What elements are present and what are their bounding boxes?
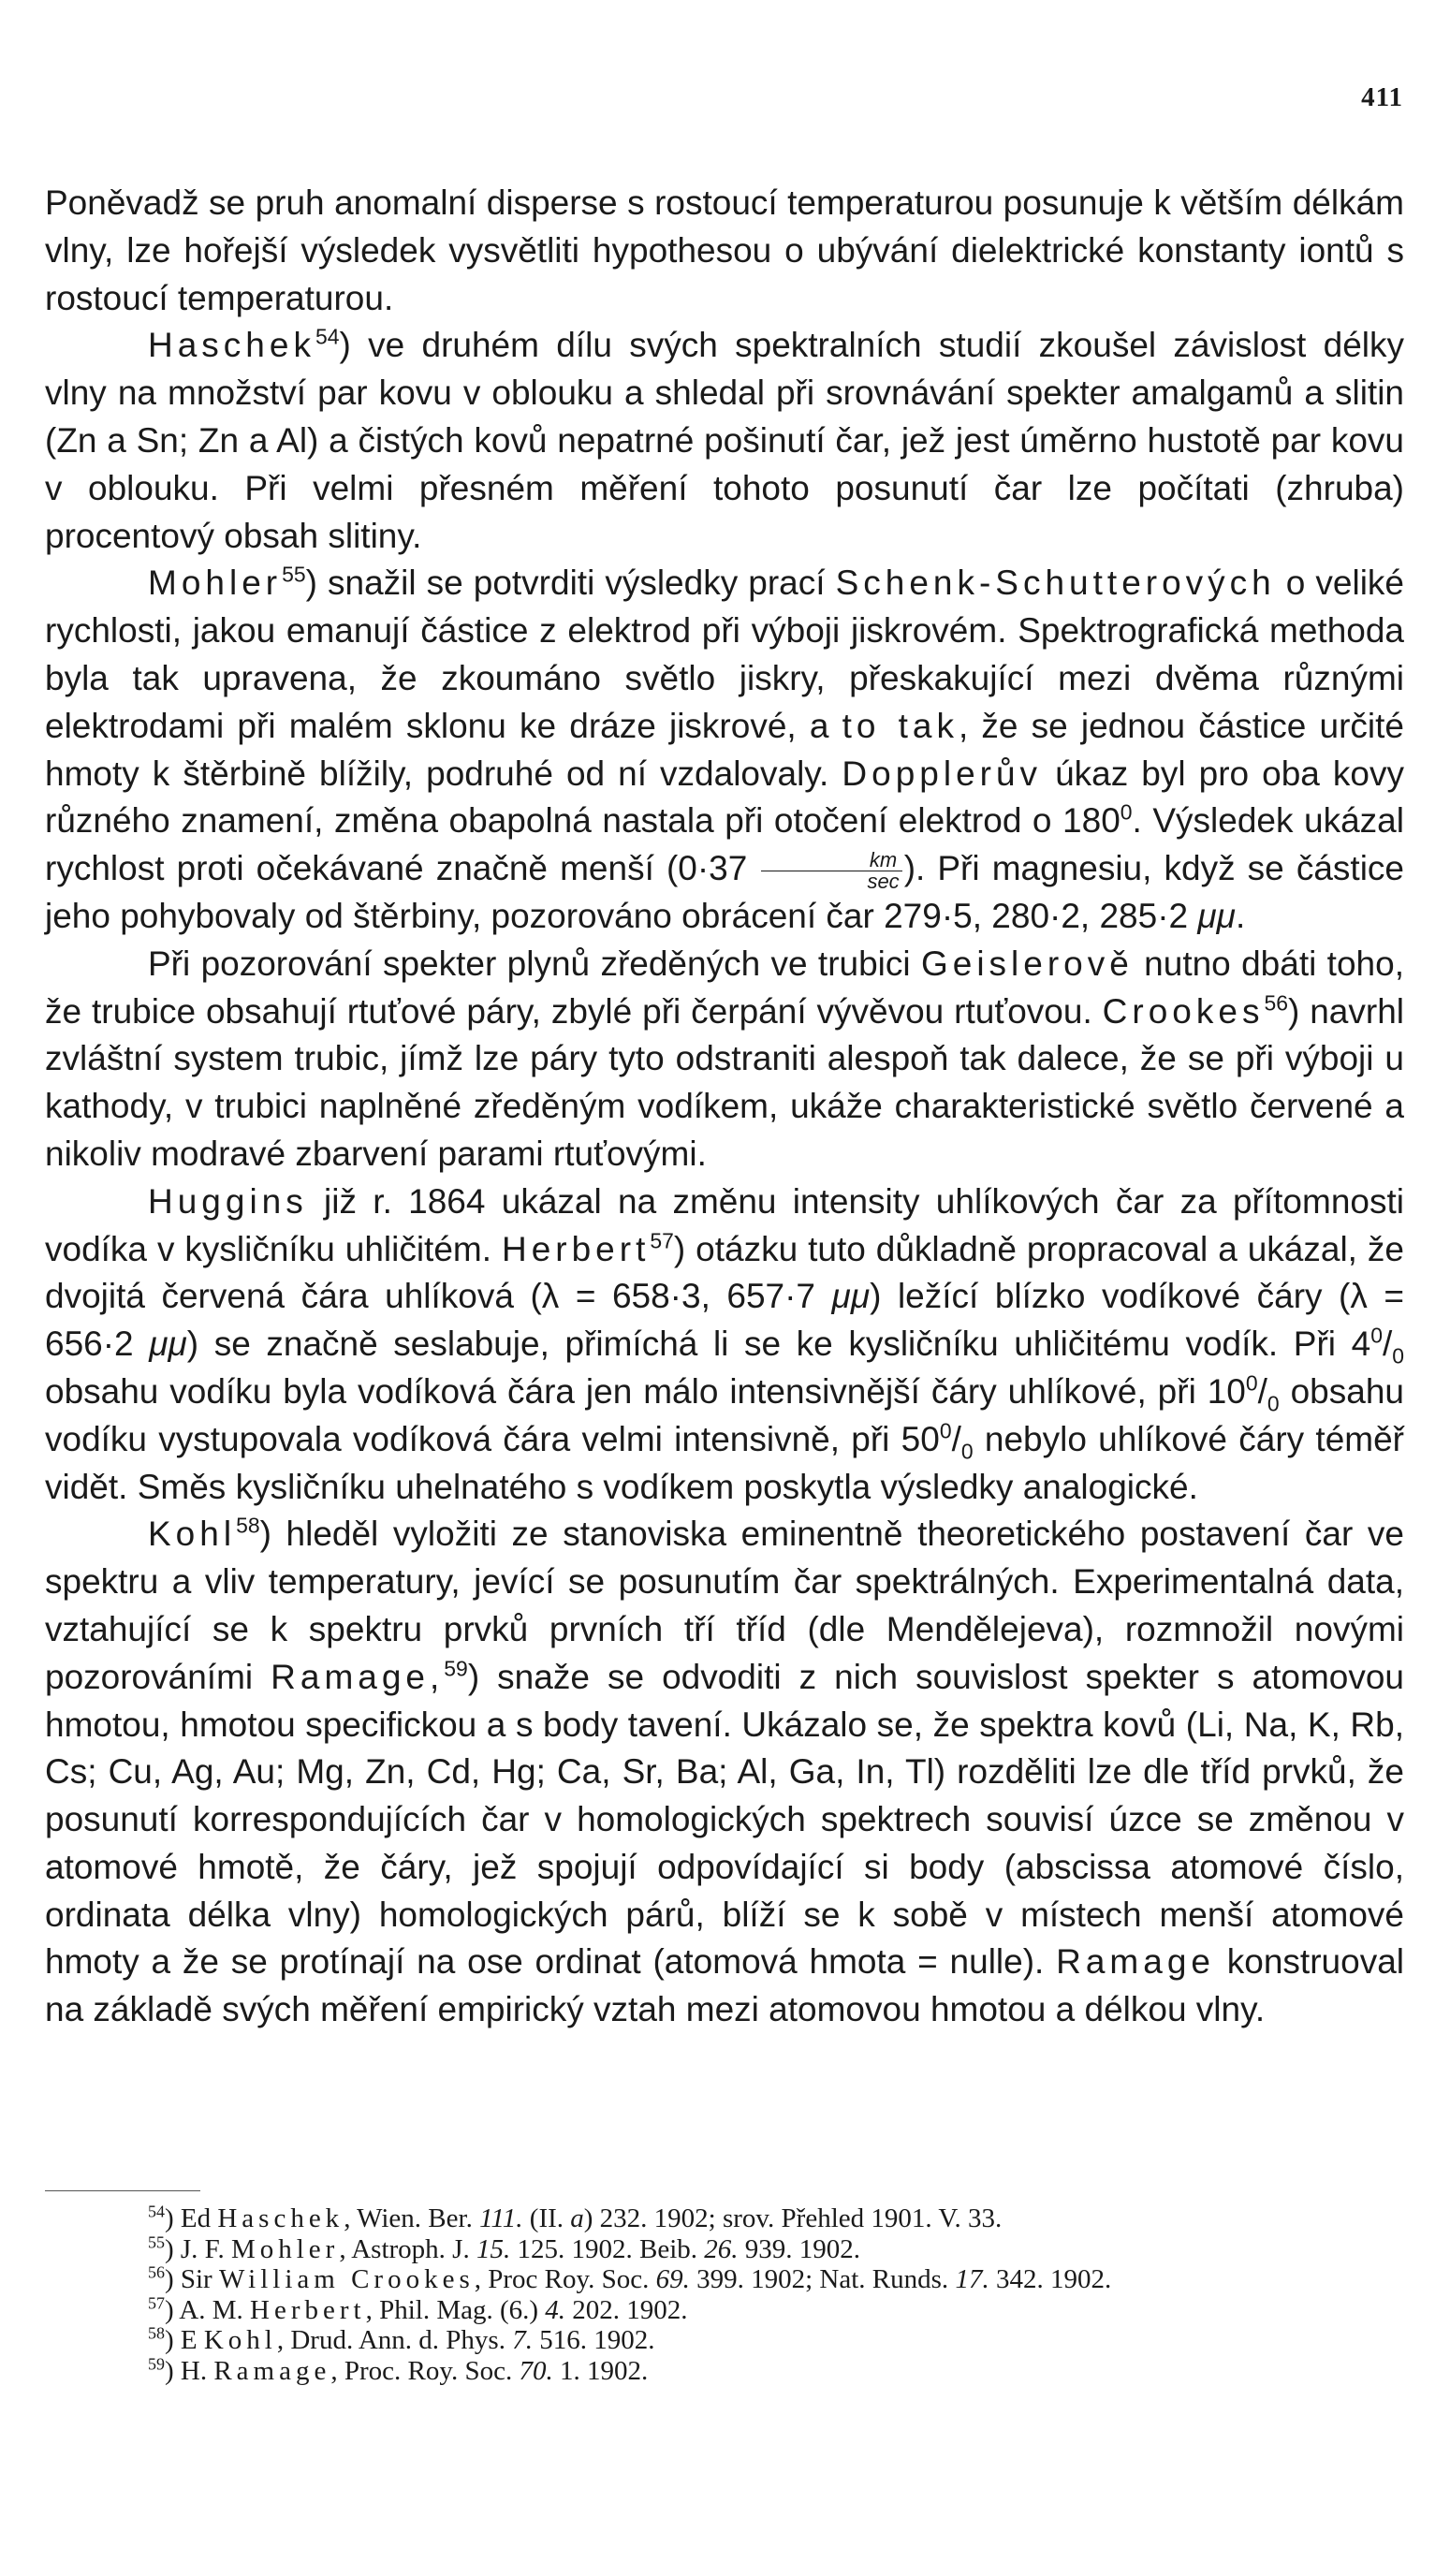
paragraph-6-text-3: konstruoval na základě svých měření empirický vztah mezi atomovou hmotou a délkou vlny. xyxy=(45,1942,1404,2029)
footnote-58 xyxy=(45,2325,1404,2356)
footnote-post: 516. 1902. xyxy=(532,2325,655,2355)
footnote-end: 939. 1902. xyxy=(738,2233,861,2264)
footnote-57 xyxy=(45,2292,1404,2326)
footnote-author: Haschek xyxy=(217,2203,344,2233)
footnote-pre: ) J. F. xyxy=(164,2233,231,2264)
paragraph-5-text-3: ) ležící blízko vodíkové čáry (λ = 656·2 xyxy=(45,1277,1404,1364)
footnote-number: 55 xyxy=(148,2232,165,2251)
footnote-ref-58: 58 xyxy=(236,1513,260,1538)
unit-numerator: km xyxy=(761,850,901,871)
percent-slash-3: / xyxy=(951,1419,961,1458)
unit-fraction xyxy=(761,847,901,893)
footnote-section: a xyxy=(570,2203,584,2233)
footnote-end: ) 232. 1902; srov. Přehled 1901. V. 33. xyxy=(583,2203,1003,2233)
percent-sup-1: 0 xyxy=(1370,1323,1383,1348)
paragraph-5-text-2: ) otázku tuto důkladně propracoval a ukázal, že dvojitá červená čára uhlíková (λ = 658·3, 657·7 xyxy=(45,1229,1404,1316)
paragraph-4-text-1: Při pozorování spekter plynů zředěných ve trubici xyxy=(148,944,921,983)
paragraph-3-text-5: . Výsledek ukázal rychlost proti očekávané značně menší (0·37 xyxy=(45,801,1404,888)
footnote-mid: , Proc. Roy. Soc. xyxy=(330,2355,520,2386)
footnote-end: 342. 1902. xyxy=(989,2264,1112,2294)
footnote-author: William Crookes xyxy=(218,2264,475,2294)
paragraph-6-text-1: ) hleděl vyložiti ze stanoviska eminentně theoretického postavení čar ve spektru a vliv temperatury, jevící se posunutím čar spektrálných. Experimentalná data, vztahující se k spektru prvků prvních tří tříd (dle Mendělejeva), rozmnožil novými pozorováními xyxy=(45,1515,1404,1696)
paragraph-2-text: ) ve druhém dílu svých spektralních studií zkoušel závislost délky vlny na množství par kovu v oblouku a shledal při srovnávání spekter amalgamů a slitin (Zn a Sn; Zn a Al) a čistých kovů nepatrné pošinutí čar, jež jest úměrno hustotě par kovu v oblouku. Při velmi přesném měření tohoto posunutí čar lze počítati (zhruba) procentový obsah slitiny. xyxy=(45,326,1404,555)
author-schenk-schutter: Schenk-Schutterových xyxy=(835,564,1276,603)
footnote-author: Herbert xyxy=(250,2294,366,2325)
paragraph-1: Poněvadž se pruh anomalní disperse s rostoucí temperaturou posunuje k větším délkám vlny, lze hořejší výsledek vysvětliti hypothesou o ubývání dielektrické konstanty iontů s rostoucí temperaturou. xyxy=(45,183,1404,317)
footnote-section: 26. xyxy=(704,2233,739,2264)
paragraph-3-text-7: . xyxy=(1235,896,1246,935)
author-herbert: Herbert xyxy=(501,1229,651,1268)
paragraph-3-text-3: , že se jednou částice určité hmoty k štěrbině blížily, podruhé od ní vzdalovaly. xyxy=(45,706,1404,793)
author-doppler: Dopplerův xyxy=(842,754,1043,793)
unit-denominator: sec xyxy=(867,869,900,893)
footnote-number: 57 xyxy=(148,2292,165,2312)
footnote-ref-57: 57 xyxy=(650,1228,674,1253)
footnote-section: 17. xyxy=(955,2264,989,2294)
body-text xyxy=(45,180,1404,2034)
paragraph-3 xyxy=(45,560,1404,940)
footnote-volume: 7. xyxy=(512,2325,533,2355)
paragraph-5-text-6: obsahu vodíku vystupovala vodíková čára velmi intensivně, při 50 xyxy=(45,1371,1404,1458)
footnote-mid: , Astroph. J. xyxy=(339,2233,476,2264)
emphasis-to-tak: to tak xyxy=(842,706,959,745)
footnote-56 xyxy=(45,2264,1404,2295)
author-geisler: Geislerově xyxy=(920,944,1134,983)
footnote-mid: , Drud. Ann. d. Phys. xyxy=(276,2325,513,2355)
percent-sub-1: 0 xyxy=(1392,1343,1404,1368)
paragraph-3-text-4: úkaz byl pro oba kovy různého znamení, změna obapolná nastala při otočení elektrod o 180 xyxy=(45,754,1405,841)
footnote-mid: , Phil. Mag. (6.) xyxy=(365,2294,546,2325)
paragraph-5-text-7: nebylo uhlíkové čáry téměř vidět. Směs kysličníku uhelnatého s vodíkem poskytla výsledky analogické. xyxy=(45,1419,1404,1506)
footnote-54 xyxy=(45,2203,1404,2234)
footnote-post: 125. 1902. Beib. xyxy=(510,2233,705,2264)
footnote-pre: ) Ed xyxy=(164,2203,218,2233)
paragraph-3-text-2: o veliké rychlosti, jakou emanují částice z elektrod při výboji jiskrovém. Spektrografická methoda byla tak upravena, že zkoumáno světlo jiskry, přeskakující mezi dvěma různými elektrodami při malém sklonu ke dráze jiskrové, a xyxy=(45,564,1405,745)
unit-mu-mu-2: μμ xyxy=(149,1325,187,1364)
unit-mu-mu: μμ xyxy=(1197,896,1236,935)
footnote-volume: 4. xyxy=(545,2294,566,2325)
footnotes xyxy=(45,2203,1404,2386)
author-ramage: Ramage, xyxy=(271,1657,445,1696)
page-number: 411 xyxy=(1361,82,1403,112)
percent-sup-3: 0 xyxy=(939,1418,952,1443)
footnote-ref-59: 59 xyxy=(444,1656,468,1681)
paragraph-6 xyxy=(45,1511,1404,2034)
paragraph-2 xyxy=(45,322,1404,560)
footnote-number: 58 xyxy=(148,2323,165,2343)
footnote-author: Mohler xyxy=(230,2233,340,2264)
footnote-ref-54: 54 xyxy=(315,325,340,350)
footnote-post: (II. xyxy=(522,2203,571,2233)
author-haschek: Haschek xyxy=(148,326,315,365)
footnote-59 xyxy=(45,2353,1404,2387)
percent-slash-2: / xyxy=(1257,1371,1267,1411)
footnote-pre: ) H. xyxy=(164,2355,214,2386)
paragraph-3-text-6: ). Při magnesiu, když se částice jeho pohybovaly od štěrbiny, pozorováno obrácení čar 279·5, 280·2, 285·2 xyxy=(45,849,1404,935)
author-ramage-2: Ramage xyxy=(1056,1942,1215,1982)
paragraph-6-text-2: ) snaže se odvoditi z nich souvislost spekter s atomovou hmotou, hmotou specifickou a s body tavení. Ukázalo se, že spektra kovů (Li, Na, K, Rb, Cs; Cu, Ag, Au; Mg, Zn, Cd, Hg; Ca, Sr, Ba; Al, Ga, In, Tl) rozděliti lze dle tříd prvků, že posunutí korrespondujících čar v homologických spektrech souvisí úzce se změnou v atomové hmotě, že čáry, jež spojují odpovídající si body (abscissa atomové číslo, ordinata délka vlny) homologických párů, blíží se k sobě v místech menší atomové hmoty a že se protínají na ose ordinat (atomová hmota = nulle). xyxy=(45,1657,1404,1982)
footnote-pre: ) A. M. xyxy=(164,2294,251,2325)
author-crookes: Crookes xyxy=(1102,991,1265,1031)
footnote-number: 59 xyxy=(148,2353,165,2373)
footnote-volume: 15. xyxy=(476,2233,511,2264)
paragraph-4 xyxy=(45,941,1404,1178)
footnote-volume: 69. xyxy=(655,2264,690,2294)
footnote-post: 202. 1902. xyxy=(565,2294,688,2325)
footnote-55 xyxy=(45,2234,1404,2265)
percent-sub-2: 0 xyxy=(1267,1391,1280,1416)
paragraph-5 xyxy=(45,1178,1404,1512)
footnote-author: Ramage xyxy=(213,2355,331,2386)
author-huggins: Huggins xyxy=(148,1181,308,1221)
paragraph-5-text-1: již r. 1864 ukázal na změnu intensity uhlíkových čar za přítomnosti vodíka v kysličníku uhličitém. xyxy=(45,1181,1404,1268)
unit-mu-mu-1: μμ xyxy=(831,1277,871,1316)
footnote-pre: ) E xyxy=(164,2325,204,2355)
footnote-volume: 70. xyxy=(519,2355,553,2386)
author-mohler: Mohler xyxy=(148,564,283,603)
percent-slash-1: / xyxy=(1382,1325,1393,1364)
paragraph-3-text-1: ) snažil se potvrditi výsledky prací xyxy=(305,564,836,603)
paragraph-4-text-2: nutno dbáti toho, že trubice obsahují rtuťové páry, zbylé při čerpání vývěvou rtuťovou. xyxy=(45,944,1404,1031)
author-kohl: Kohl xyxy=(148,1515,237,1554)
paragraph-4-text-3: ) navrhl zvláštní system trubic, jímž lze páry tyto odstraniti alespoň tak dalece, že se při výboji u kathody, v trubici naplněné zředěným vodíkem, ukáže charakteristické světlo červené a nikoliv modravé zbarvení parami rtuťovými. xyxy=(45,991,1404,1173)
paragraph-5-text-4: ) se značně seslabuje, přimíchá li se ke kysličníku uhličitému vodík. Při 4 xyxy=(186,1325,1371,1364)
footnote-volume: 111. xyxy=(479,2203,523,2233)
footnote-divider xyxy=(45,2190,200,2191)
footnote-post: 399. 1902; Nat. Runds. xyxy=(689,2264,956,2294)
percent-sup-2: 0 xyxy=(1245,1370,1258,1396)
footnote-post: 1. 1902. xyxy=(552,2355,649,2386)
footnote-mid: , Wien. Ber. xyxy=(344,2203,480,2233)
footnote-mid: , Proc Roy. Soc. xyxy=(474,2264,656,2294)
degree-mark: 0 xyxy=(1120,800,1133,826)
footnote-author: Kohl xyxy=(203,2325,277,2355)
footnote-pre: ) Sir xyxy=(164,2264,219,2294)
paragraph-5-text-5: obsahu vodíku byla vodíková čára jen málo intensivnější čáry uhlíkové, při 10 xyxy=(45,1371,1246,1411)
percent-sub-3: 0 xyxy=(960,1439,974,1464)
footnote-number: 54 xyxy=(148,2202,165,2221)
footnote-ref-55: 55 xyxy=(282,563,306,588)
footnote-ref-56: 56 xyxy=(1264,990,1288,1016)
footnote-number: 56 xyxy=(148,2262,165,2282)
